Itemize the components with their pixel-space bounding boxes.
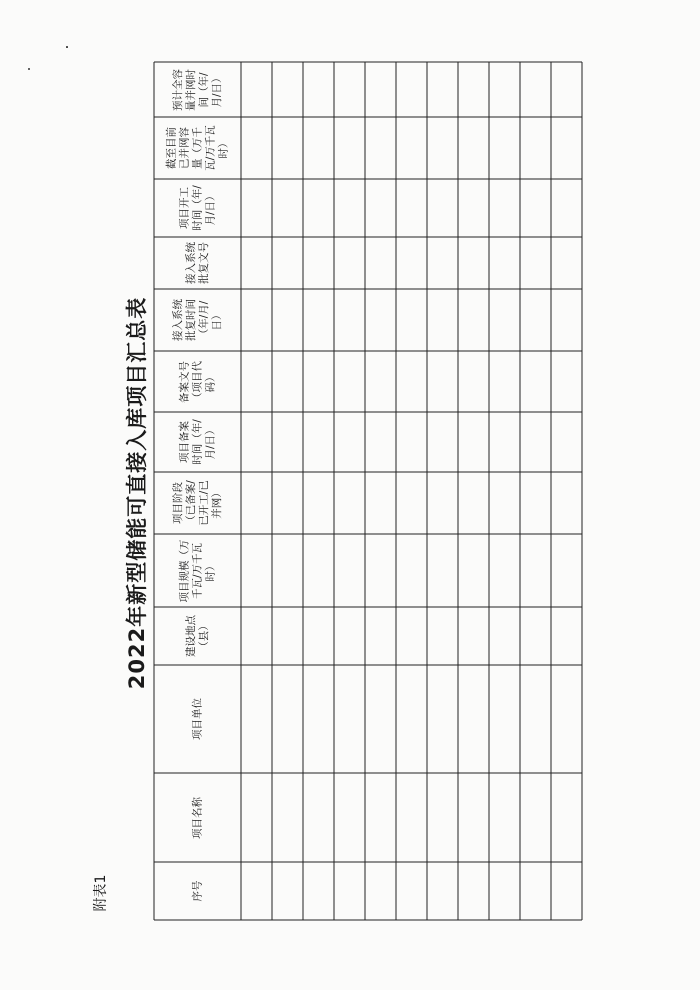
annex-label: 附表1 [93,874,109,912]
header-construction-site: 建设地点（县） [184,615,210,657]
header-filing-date: 项目备案时间（年/月/日） [178,419,216,465]
header-project-unit: 项目单位 [191,698,203,740]
header-project-stage: 项目阶段（已备案/已开工/已并网） [171,480,223,526]
header-serial-number: 序号 [191,880,203,902]
header-connected-capacity: 截至目前已并网容量（万千瓦/万千瓦时） [165,125,229,171]
header-grid-approval-date: 接入系统批复时间（年/月/日） [171,299,223,341]
header-grid-approval-number: 接入系统批复文号 [184,242,210,284]
header-full-connection-date: 预计全容量并网时间（年/月/日） [171,68,223,111]
header-project-scale: 项目规模（万千瓦/万千瓦时） [178,539,216,602]
header-filing-number: 备案文号（项目代码） [178,360,216,403]
header-project-name: 项目名称 [191,796,203,839]
header-construction-start-date: 项目开工时间（年/月/日） [178,185,216,231]
page-title: 2022年新型储能可直接入库项目汇总表 [125,296,149,690]
